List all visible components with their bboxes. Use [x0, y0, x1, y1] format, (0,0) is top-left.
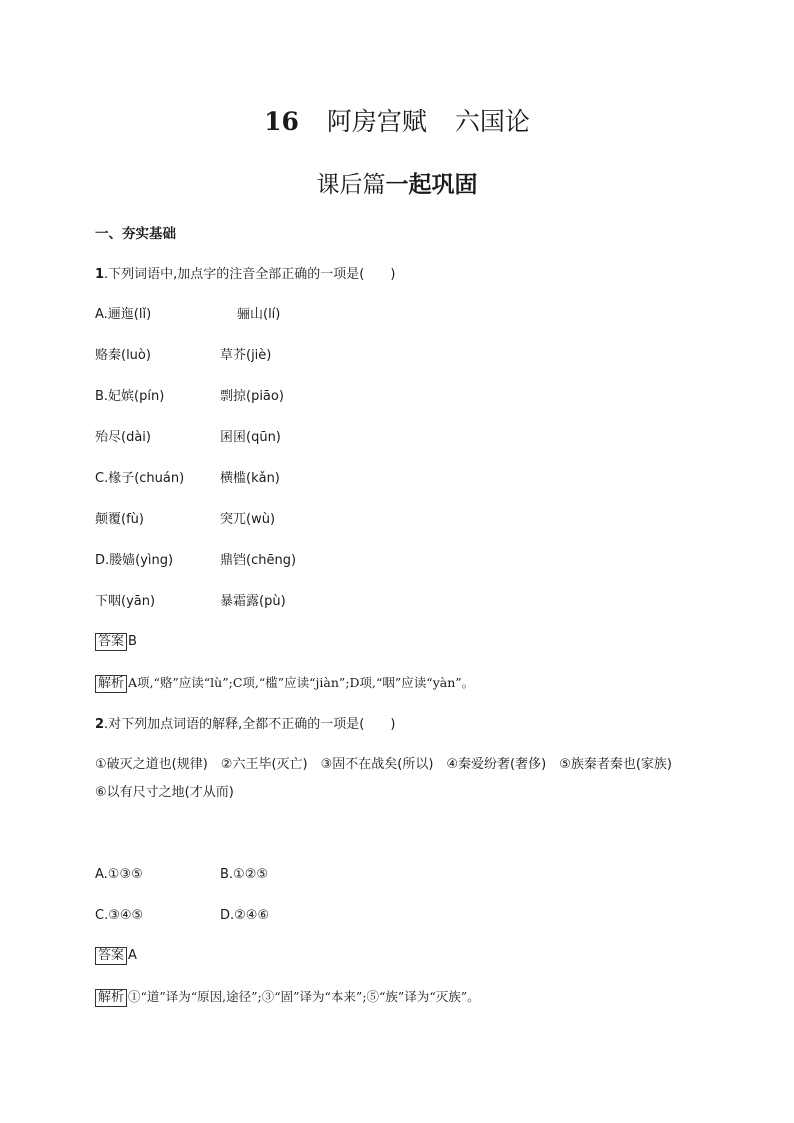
q1-option-cell: 囷囷(qūn)	[220, 430, 281, 445]
question-2-stem	[95, 716, 395, 734]
q1-option-cell: C.椽子(chuán)	[95, 471, 185, 486]
q1-answer	[95, 633, 137, 651]
q2-analysis	[95, 988, 480, 1007]
answer-value: A	[128, 948, 137, 963]
q1-option-cell: 下咽(yān)	[95, 594, 156, 609]
question-1-text: .下列词语中,加点字的注音全部正确的一项是( )	[104, 267, 396, 282]
title-part-1: 阿房宫赋	[326, 107, 427, 136]
q1-option-cell: 骊山(lí)	[237, 307, 281, 322]
subtitle-light: 课后篇	[316, 172, 386, 198]
subtitle-bold: 一起巩固	[385, 171, 478, 198]
q1-option-cell: A.逦迤(lǐ)	[95, 307, 152, 322]
question-2-items: ①破灭之道也(规律) ②六王毕(灭亡) ③固不在战矣(所以) ④秦爱纷奢(奢侈) ⑤族秦者秦也(家族) ⑥以有尺寸之地(才从而)	[95, 757, 686, 800]
q1-option-cell: 横槛(kǎn)	[220, 471, 280, 486]
page-subtitle	[0, 170, 794, 200]
lesson-number: 16	[264, 107, 299, 136]
q1-option-cell: 颠覆(fù)	[95, 512, 144, 527]
question-2-text: .对下列加点词语的解释,全都不正确的一项是( )	[104, 717, 396, 732]
q1-option-cell: 赂秦(luò)	[95, 348, 151, 363]
q2-option-cell: B.①②⑤	[220, 867, 269, 882]
q2-option-cell: A.①③⑤	[95, 867, 143, 882]
q1-option-cell: 殆尽(dài)	[95, 430, 151, 445]
q1-option-cell: 突兀(wù)	[220, 512, 276, 527]
answer-label: 答案	[95, 947, 127, 965]
answer-value: B	[128, 634, 137, 649]
q1-option-cell: 草芥(jiè)	[220, 348, 272, 363]
q1-option-cell: 鼎铛(chēng)	[220, 553, 297, 568]
q1-option-cell: B.妃嫔(pín)	[95, 389, 165, 404]
analysis-text: ①“道”译为“原因,途径”;③“固”译为“本来”;⑤“族”译为“灭族”。	[128, 989, 480, 1004]
analysis-label: 解析	[95, 989, 127, 1007]
question-1-stem	[95, 266, 395, 284]
page-title	[0, 106, 794, 138]
q1-option-cell: 暴霜露(pù)	[220, 594, 286, 609]
analysis-text: A项,“赂”应读“lù”;C项,“槛”应读“jiàn”;D项,“咽”应读“yàn”。	[128, 675, 475, 690]
q2-option-cell: D.②④⑥	[220, 908, 270, 923]
answer-label: 答案	[95, 633, 127, 651]
section-heading: 一、夯实基础	[95, 226, 176, 242]
question-1-number: 1	[95, 267, 105, 282]
q1-option-cell: 剽掠(piāo)	[220, 389, 284, 404]
question-2-number: 2	[95, 717, 105, 732]
q1-option-cell: D.媵嫱(yìng)	[95, 553, 174, 568]
q2-option-cell: C.③④⑤	[95, 908, 144, 923]
q1-analysis	[95, 674, 474, 693]
q2-answer	[95, 947, 137, 965]
title-part-2: 六国论	[454, 107, 530, 136]
analysis-label: 解析	[95, 675, 127, 693]
